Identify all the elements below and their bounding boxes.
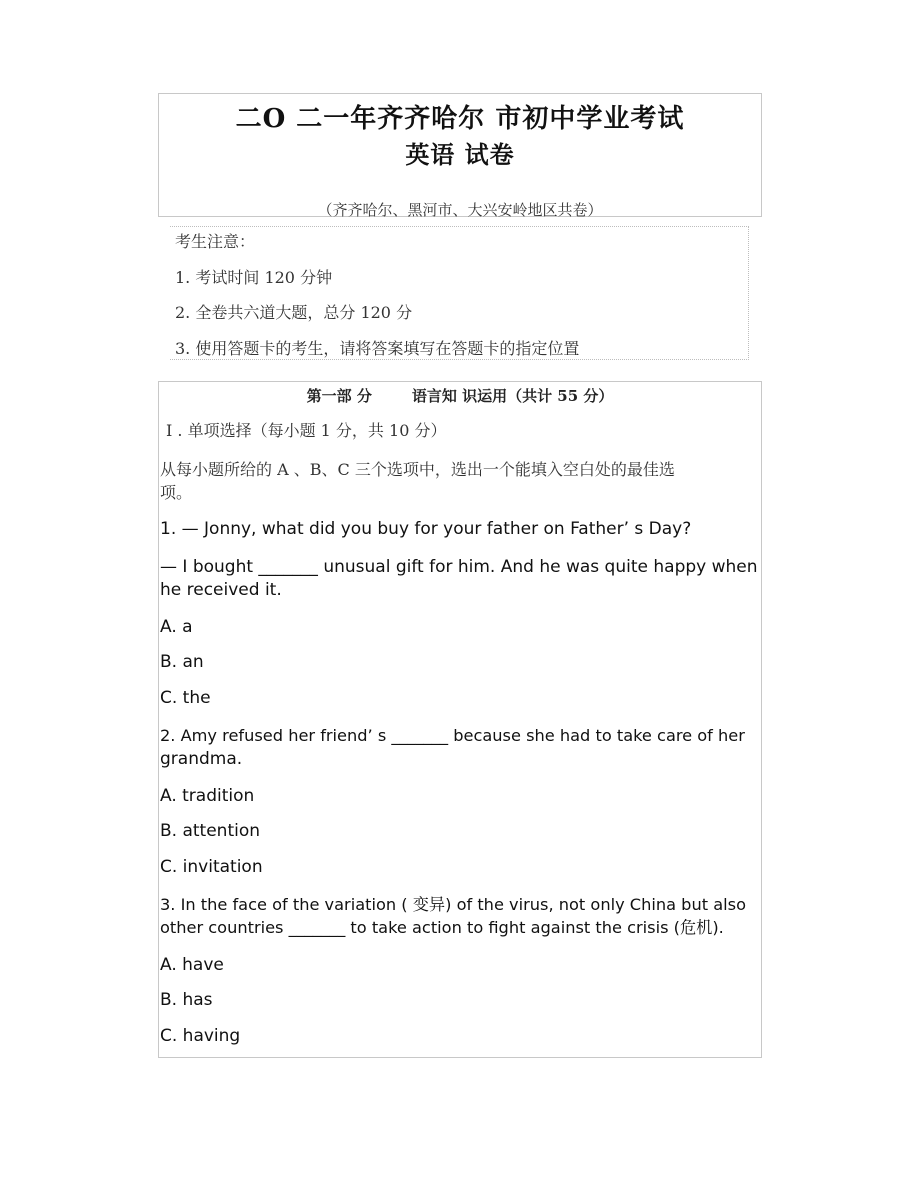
notice-item: 1. 考试时间 120 分钟 <box>175 268 333 287</box>
question-1-stem: 1. — Jonny, what did you buy for your father on Father’ s Day? <box>160 519 692 539</box>
question-1-option-c: C. the <box>160 688 211 708</box>
notice-item: 2. 全卷共六道大题，总分 120 分 <box>175 303 413 322</box>
part-title <box>158 385 762 406</box>
exam-region: （齐齐哈尔、黑河市、大兴安岭地区共卷） <box>317 201 603 219</box>
instruction-line: 项。 <box>160 483 193 502</box>
question-3-stem: other countries _______ to take action to fight against the crisis (危机). <box>160 918 724 937</box>
question-3-option-c: C. having <box>160 1026 241 1046</box>
question-3-stem: 3. In the face of the variation ( 变异) of the virus, not only China but also <box>160 895 746 914</box>
question-1-stem: he received it. <box>160 580 282 600</box>
question-3-option-a: A. have <box>160 955 224 975</box>
instruction-line: 从每小题所给的 A 、B、C 三个选项中，选出一个能填入空白处的最佳选 <box>160 460 675 479</box>
exam-title-box <box>158 93 762 217</box>
question-2-option-a: A. tradition <box>160 786 255 806</box>
notice-item: 3. 使用答题卡的考生，请将答案填写在答题卡的指定位置 <box>175 339 580 358</box>
question-1-option-a: A. a <box>160 617 193 637</box>
question-1-stem: — I bought _______ unusual gift for him. And he was quite happy when <box>160 557 758 577</box>
question-2-option-c: C. invitation <box>160 857 263 877</box>
question-2-stem: grandma. <box>160 749 243 769</box>
question-2-stem: 2. Amy refused her friend’ s _______ because she had to take care of her <box>160 726 745 745</box>
notice-heading: 考生注意： <box>175 232 256 251</box>
question-3-option-b: B. has <box>160 990 213 1010</box>
part-title-right: 语言知 识运用（共计 55 分） <box>411 387 614 405</box>
exam-subject: 英语 试卷 <box>405 140 515 169</box>
question-1-option-b: B. an <box>160 652 204 672</box>
questions-box <box>158 381 762 1058</box>
section-heading: Ⅰ . 单项选择（每小题 1 分，共 10 分） <box>166 421 447 440</box>
part-title-left: 第一部 分 <box>306 387 372 405</box>
notice-box <box>170 226 749 360</box>
question-2-option-b: B. attention <box>160 821 261 841</box>
exam-title: 二O 二一年齐齐哈尔 市初中学业考试 <box>235 104 685 134</box>
